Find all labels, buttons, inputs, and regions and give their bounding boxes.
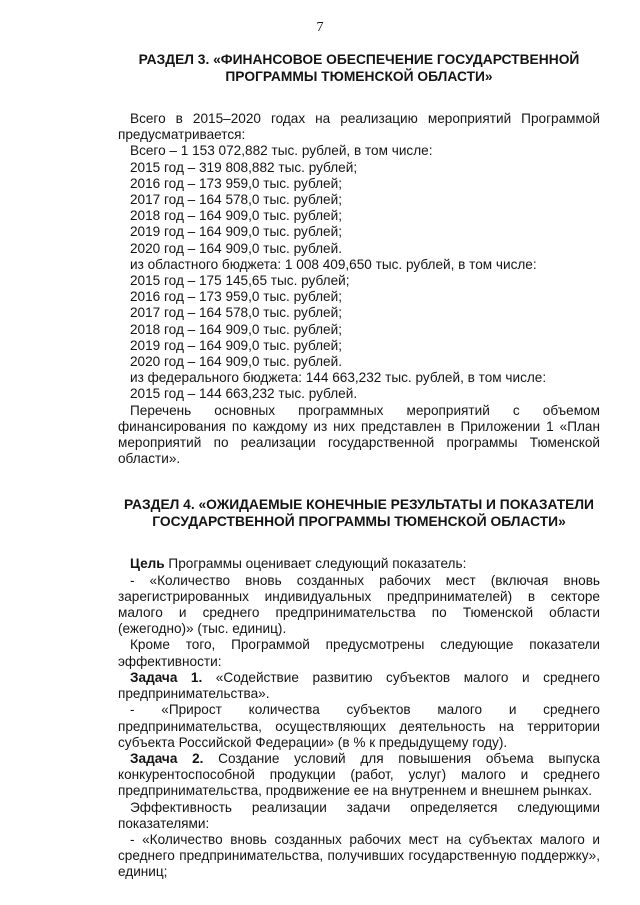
funding-line: из областного бюджета: 1 008 409,650 тыс. рублей, в том числе: (130, 256, 537, 272)
goal-paragraph (118, 556, 600, 572)
funding-line: 2018 год – 164 909,0 тыс. рублей; (130, 208, 342, 224)
funding-federal-list (118, 370, 600, 402)
section-3-title-line-1: РАЗДЕЛ 3. «ФИНАНСОВОЕ ОБЕСПЕЧЕНИЕ ГОСУДАРСТВЕННОЙ (138, 52, 580, 67)
goal-indicator: - «Количество вновь созданных рабочих мест (включая вновь зарегистрированных индивидуальных предпринимателей) в секторе малого и среднего предпринимательства по Тюменской области (ежегодно)» (тыс. единиц). (118, 572, 600, 637)
funding-line: 2019 год – 164 909,0 тыс. рублей; (130, 224, 342, 240)
funding-line: 2017 год – 164 578,0 тыс. рублей; (130, 192, 342, 208)
funding-line: 2015 год – 175 145,65 тыс. рублей; (130, 273, 350, 289)
task-1-label: Задача 1. (130, 669, 203, 685)
page-number: 7 (316, 20, 324, 35)
task-1-text: «Содействие развитию субъектов малого и среднего предпринимательства». (118, 669, 600, 702)
section-3-title-line-2: ПРОГРАММЫ ТЮМЕНСКОЙ ОБЛАСТИ» (225, 68, 493, 84)
funding-line: 2017 год – 164 578,0 тыс. рублей; (130, 305, 342, 321)
funding-regional-list (118, 257, 600, 370)
page-content (118, 52, 600, 881)
goal-text: Программы оценивает следующий показатель: (164, 556, 467, 572)
task-1-indicator: - «Прирост количества субъектов малого и среднего предпринимательства, осуществляющих деятельность на территории субъекта Российской Федерации» (в % к предыдущему году). (118, 702, 600, 750)
section-4-title-line-1: РАЗДЕЛ 4. «ОЖИДАЕМЫЕ КОНЕЧНЫЕ РЕЗУЛЬТАТЫ И ПОКАЗАТЕЛИ (124, 497, 594, 513)
section-3-closing: Перечень основных программных мероприятий с объемом финансирования по каждому из них представлен в Приложении 1 «План мероприятий по реализации государственной программы Тюменской области». (118, 402, 600, 467)
task-2-indicator: - «Количество вновь созданных рабочих мест на субъектах малого и среднего предпринимательства, получивших государственную поддержку», единиц; (118, 831, 600, 880)
funding-line: 2018 год – 164 909,0 тыс. рублей; (130, 321, 342, 337)
section-4-title-line-2: ГОСУДАРСТВЕННОЙ ПРОГРАММЫ ТЮМЕНСКОЙ ОБЛАСТИ» (152, 513, 566, 529)
funding-line: 2016 год – 173 959,0 тыс. рублей; (130, 175, 342, 191)
funding-line: 2020 год – 164 909,0 тыс. рублей. (130, 354, 342, 370)
task-2-paragraph (118, 751, 600, 800)
funding-line: из федерального бюджета: 144 663,232 тыс. рублей, в том числе: (130, 370, 547, 386)
section-4-title (118, 497, 600, 530)
task-2-label: Задача 2. (130, 750, 204, 766)
funding-line: 2015 год – 319 808,882 тыс. рублей; (130, 159, 358, 175)
section-3-title (118, 52, 600, 85)
funding-total-list (118, 143, 600, 256)
funding-line: 2016 год – 173 959,0 тыс. рублей; (130, 289, 342, 305)
funding-line: 2019 год – 164 909,0 тыс. рублей; (130, 337, 342, 353)
funding-line: 2015 год – 144 663,232 тыс. рублей. (130, 386, 358, 402)
task-2-efficiency: Эффективность реализации задачи определяется следующими показателями: (118, 799, 600, 831)
additional-indicators: Кроме того, Программой предусмотрены следующие показатели эффективности: (118, 637, 600, 669)
task-1-paragraph (118, 670, 600, 702)
funding-line: Всего – 1 153 072,882 тыс. рублей, в том числе: (130, 143, 433, 159)
goal-label: Цель (130, 556, 165, 572)
task-2-text: Создание условий для повышения объема выпуска конкурентоспособной продукции (работ, услуг) малого и среднего предпринимательства, продвижение ее на внутреннем и внешнем рынках. (118, 750, 600, 799)
section-3-intro: Всего в 2015–2020 годах на реализацию мероприятий Программой предусматривается: (118, 111, 600, 143)
funding-line: 2020 год – 164 909,0 тыс. рублей. (130, 240, 342, 256)
